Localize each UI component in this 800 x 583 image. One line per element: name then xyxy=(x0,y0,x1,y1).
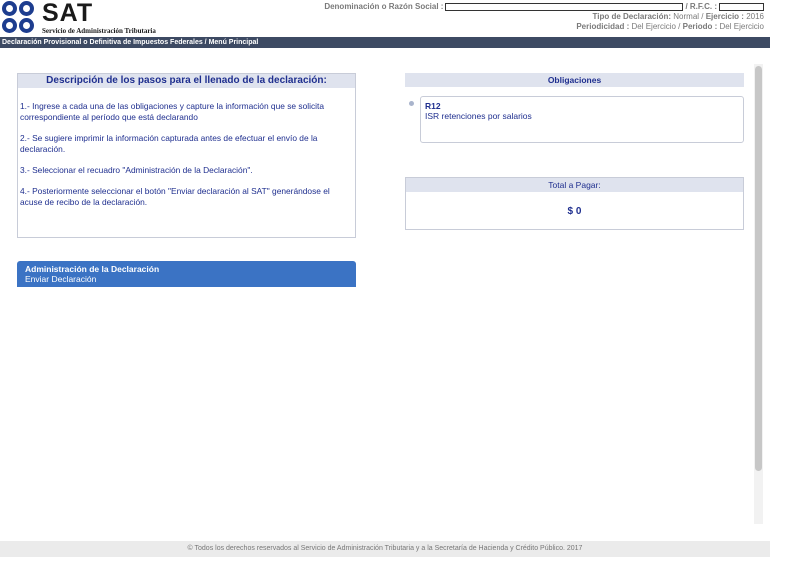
admin-declaration-title: Administración de la Declaración xyxy=(25,264,160,274)
ejercicio-value: 2016 xyxy=(746,12,764,21)
total-panel xyxy=(405,177,744,230)
total-label: Total a Pagar: xyxy=(406,178,743,192)
rfc-field xyxy=(719,3,764,11)
obligation-item-r12[interactable] xyxy=(420,96,744,143)
periodicidad-label: Periodicidad : xyxy=(576,22,630,31)
instructions-panel xyxy=(17,73,356,238)
periodicidad-value: Del Ejercicio xyxy=(631,22,676,31)
instruction-step-3: 3.- Seleccionar el recuadro "Administración de la Declaración". xyxy=(20,165,253,175)
instructions-title: Descripción de los pasos para el llenado de la declaración: xyxy=(18,74,355,88)
logo-subtitle: Servicio de Administración Tributaria xyxy=(42,27,156,35)
obligation-code: R12 xyxy=(425,101,441,111)
razon-social-field xyxy=(445,3,683,11)
declaration-info: Denominación o Razón Social : / R.F.C. : Tipo de Declaración: Normal / Ejercicio : 2016 Periodicidad : Del Ejercicio / Periodo : Del Ejercicio xyxy=(324,2,764,31)
periodo-value: Del Ejercicio xyxy=(719,22,764,31)
ejercicio-label: Ejercicio : xyxy=(705,12,744,21)
obligations-title: Obligaciones xyxy=(405,73,744,87)
instruction-step-2: 2.- Se sugiere imprimir la información capturada antes de efectuar el envío de la declaración. xyxy=(20,133,318,154)
razon-social-label: Denominación o Razón Social : xyxy=(324,2,444,11)
total-value: $ 0 xyxy=(567,206,582,217)
tipo-declaracion-label: Tipo de Declaración: xyxy=(592,12,672,21)
footer-copyright: © Todos los derechos reservados al Servicio de Administración Tributaria y a la Secretaría de Hacienda y Crédito Público. 2017 xyxy=(0,541,770,557)
admin-declaration-panel xyxy=(17,261,356,287)
breadcrumb: Declaración Provisional o Definitiva de Impuestos Federales / Menú Principal xyxy=(0,37,770,48)
sat-logo-icon xyxy=(2,1,36,35)
obligation-description: ISR retenciones por salarios xyxy=(425,111,532,121)
instruction-step-4: 4.- Posteriormente seleccionar el botón "Enviar declaración al SAT" generándose el acuse de recibo de la declaración. xyxy=(20,186,330,207)
logo-name: SAT xyxy=(42,0,94,27)
instruction-step-1: 1.- Ingrese a cada una de las obligaciones y capture la información que se solicita correspondiente al período que está declarando xyxy=(20,101,325,122)
bullet-icon xyxy=(409,101,414,106)
periodo-label: Periodo : xyxy=(682,22,718,31)
scrollbar-thumb[interactable] xyxy=(755,66,762,471)
tipo-declaracion-value: Normal xyxy=(673,12,700,21)
rfc-label: / R.F.C. : xyxy=(685,2,717,11)
send-declaration-link[interactable]: Enviar Declaración xyxy=(25,274,97,284)
page-header xyxy=(0,0,770,36)
sat-logo xyxy=(2,1,202,35)
